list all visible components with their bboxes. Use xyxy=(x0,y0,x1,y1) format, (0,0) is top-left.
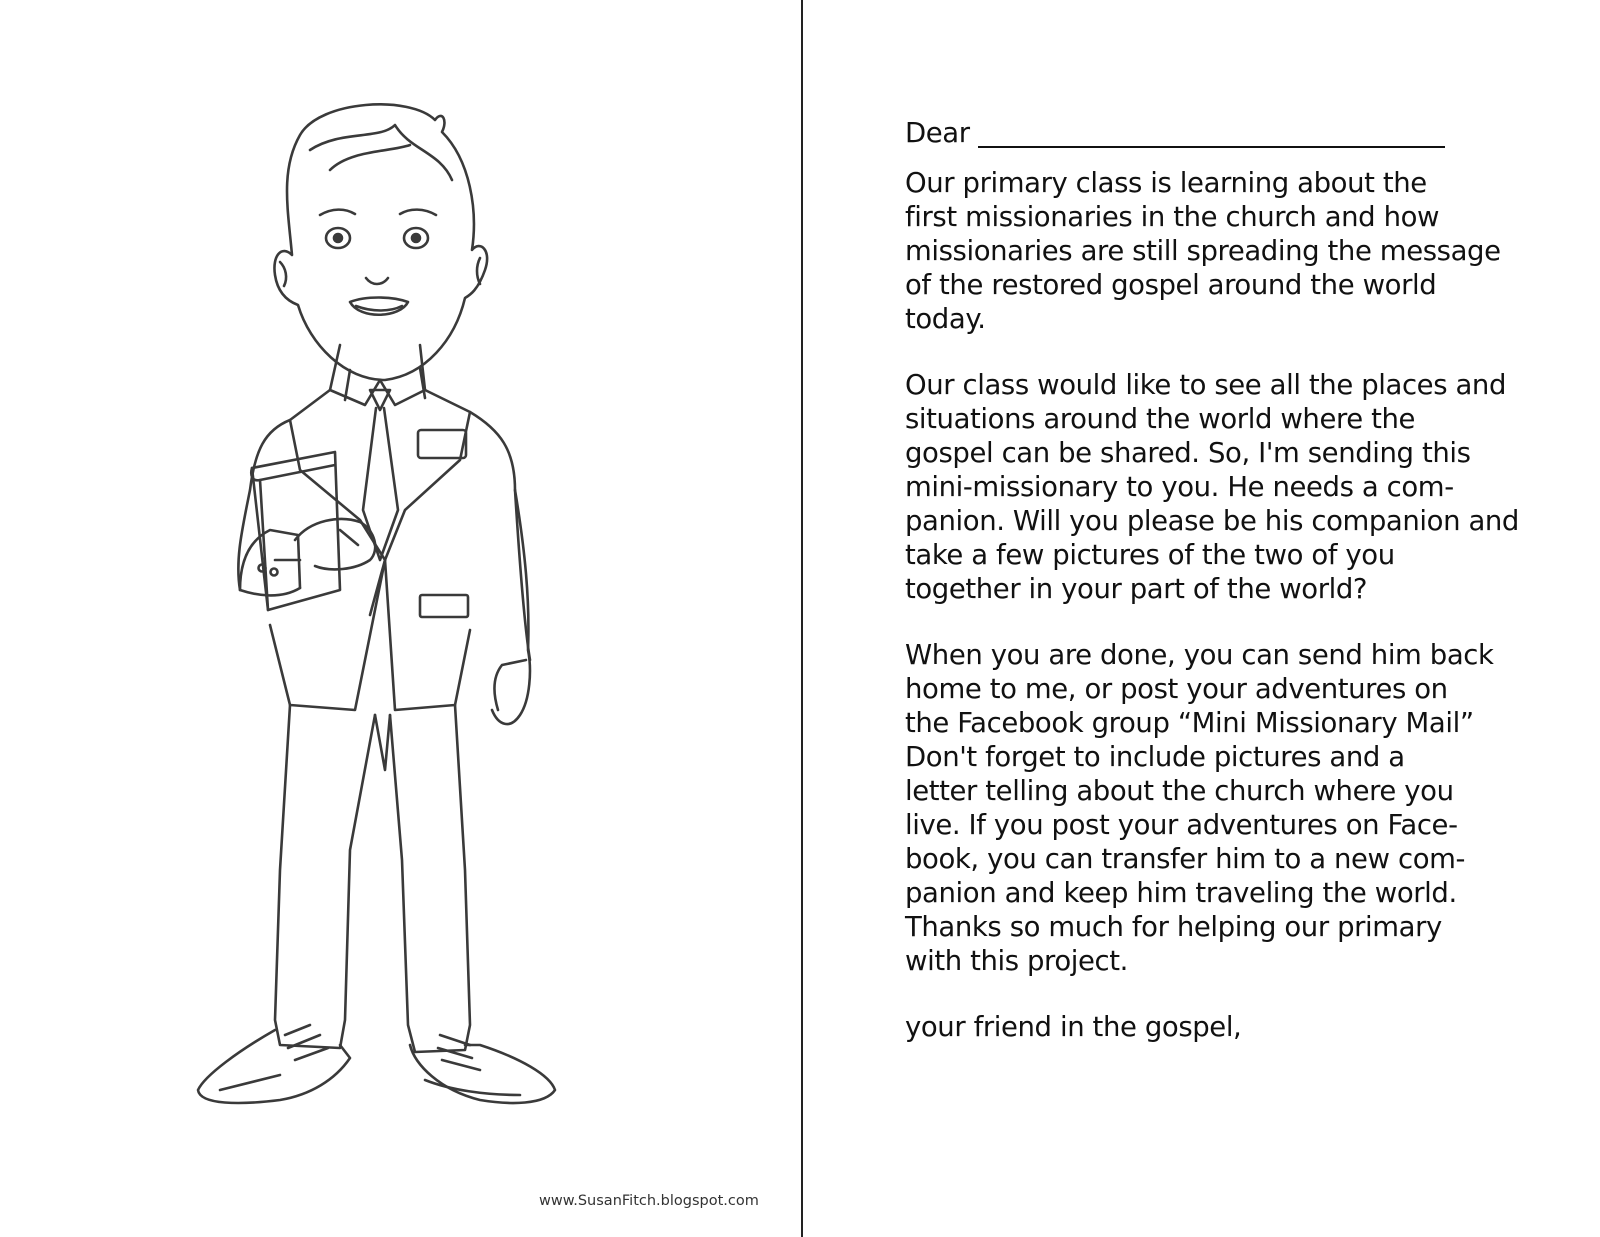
letter-closing: your friend in the gospel, xyxy=(905,1011,1242,1043)
letter-line: Our primary class is learning about the xyxy=(905,167,1427,199)
letter-line: panion and keep him traveling the world. xyxy=(905,877,1457,909)
salutation-text: Dear xyxy=(905,117,970,149)
letter-body xyxy=(905,110,1585,1076)
letter-line: panion. Will you please be his companion and xyxy=(905,505,1519,537)
missionary-boy-illustration xyxy=(180,90,600,1130)
letter-line: Thanks so much for helping our primary xyxy=(905,911,1442,943)
letter-line: of the restored gospel around the world xyxy=(905,269,1437,301)
blog-credit: www.SusanFitch.blogspot.com xyxy=(539,1193,759,1209)
salutation-row xyxy=(905,110,1585,150)
letter-line: together in your part of the world? xyxy=(905,573,1368,605)
letter-line: take a few pictures of the two of you xyxy=(905,539,1395,571)
letter-line: gospel can be shared. So, I'm sending this xyxy=(905,437,1471,469)
letter-line: first missionaries in the church and how xyxy=(905,201,1440,233)
letter-line: live. If you post your adventures on Face- xyxy=(905,809,1458,841)
recipient-name-blank xyxy=(978,146,1445,148)
letter-line: today. xyxy=(905,303,986,335)
right-panel xyxy=(803,0,1600,1237)
letter-paragraph-1 xyxy=(905,166,1585,336)
letter-line: Don't forget to include pictures and a xyxy=(905,741,1405,773)
letter-line: book, you can transfer him to a new com- xyxy=(905,843,1466,875)
letter-paragraph-2 xyxy=(905,368,1585,606)
letter-line: mini-missionary to you. He needs a com- xyxy=(905,471,1454,503)
letter-paragraph-3 xyxy=(905,638,1585,978)
letter-line: home to me, or post your adventures on xyxy=(905,673,1448,705)
letter-line: with this project. xyxy=(905,945,1128,977)
letter-line: When you are done, you can send him back xyxy=(905,639,1494,671)
letter-line: letter telling about the church where you xyxy=(905,775,1454,807)
letter-line: situations around the world where the xyxy=(905,403,1416,435)
letter-line: the Facebook group “Mini Missionary Mail” xyxy=(905,707,1474,739)
letter-line: missionaries are still spreading the message xyxy=(905,235,1501,267)
letter-line: Our class would like to see all the places and xyxy=(905,369,1506,401)
